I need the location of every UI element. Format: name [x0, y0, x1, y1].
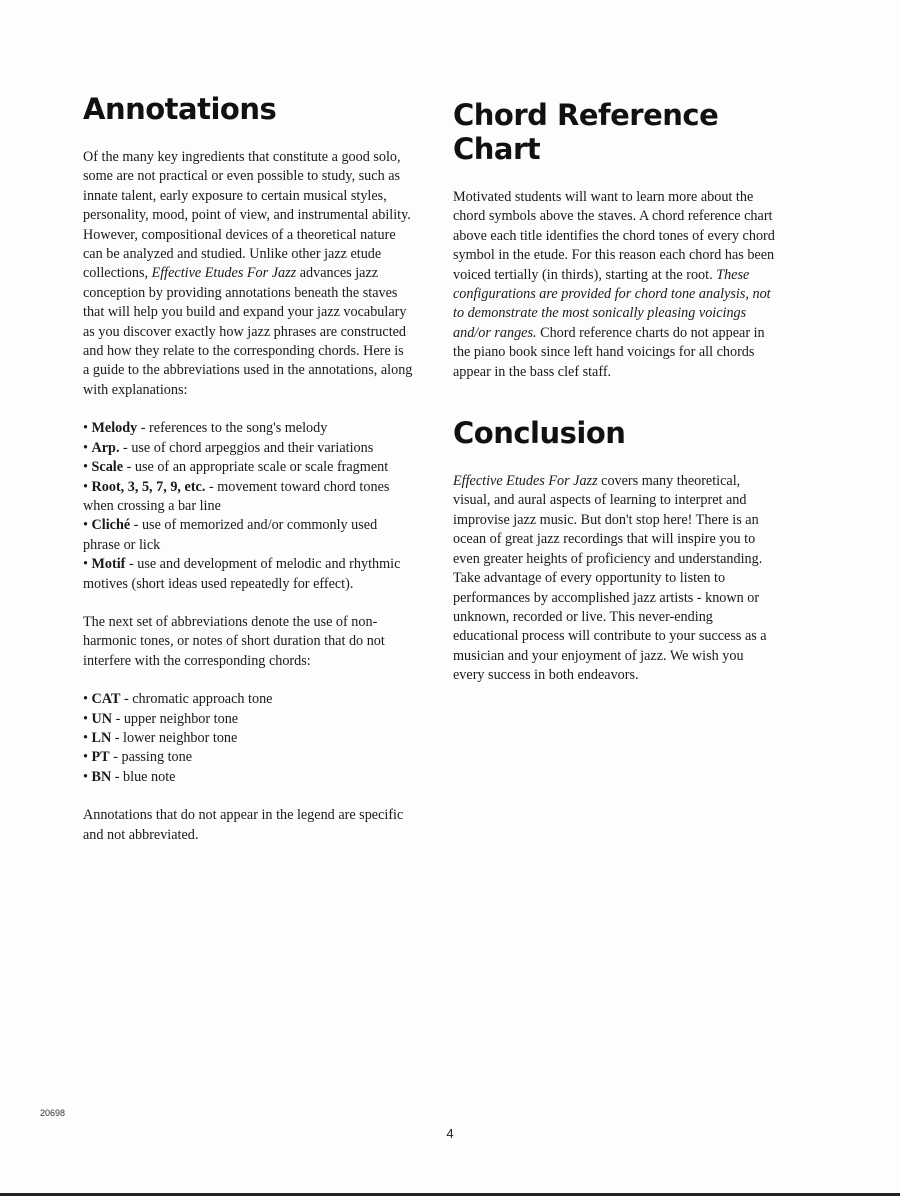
annotations-closing: Annotations that do not appear in the legend are specific and not abbreviated.: [83, 807, 404, 843]
list-item: • Melody - references to the song's melody: [83, 420, 328, 437]
conclusion-body: Effective Etudes For Jazz covers many theoretical, visual, and aural aspects of learning to interpret and improvise jazz music. But don't stop here! There is an ocean of great jazz recordings that will inspire you to even greater heights of proficiency and understanding. Take advantage of every opportunity to listen to performances by accomplished jazz artists - known or unknown, recorded or live. This never-ending educational process will contribute to your success as a musician and your enjoyment of jazz. We wish you every success in both endeavors.: [453, 473, 767, 684]
list-item: • UN - upper neighbor tone: [83, 710, 239, 727]
list-item: • Scale - use of an appropriate scale or scale fragment: [83, 459, 389, 476]
list-item: • PT - passing tone: [83, 749, 193, 766]
annotations-intro: Of the many key ingredients that constitute a good solo, some are not practical or even possible to study, such as innate talent, early exposure to certain musical styles, personality, mood, point of view, and instrumental ability. However, compositional devices of a theoretical nature can be analyzed and studied. Unlike other jazz etude collections, Effective Etudes For Jazz advances jazz conception by providing annotations beneath the staves that will help you build and expand your jazz vocabulary as you discover exactly how jazz phrases are constructed and how they relate to the corresponding chords. Here is a guide to the abbreviations used in the annotations, along with explanations:: [83, 149, 413, 398]
list-item: • CAT - chromatic approach tone: [83, 691, 273, 708]
abbreviation-list: [83, 419, 413, 594]
list-item: • Motif - use and development of melodic and rhythmic motives (short ideas used repeatedly for effect).: [83, 556, 401, 592]
catalog-code: 20698: [40, 1108, 66, 1118]
nonharmonic-list: [83, 690, 413, 787]
list-item: • LN - lower neighbor tone: [83, 729, 238, 746]
left-column: [83, 92, 413, 864]
list-item: • Cliché - use of memorized and/or commonly used phrase or lick: [83, 517, 378, 553]
chord-chart-body: Motivated students will want to learn more about the chord symbols above the staves. A chord reference chart above each title identifies the chord tones of every chord symbol in the etude. For this reason each chord has been voiced tertially (in thirds), starting at the root. These configurations are provided for chord tone analysis, not to demonstrate the most sonically pleasing voicings and/or ranges. Chord reference charts do not appear in the piano book since left hand voicings for all chords appear in the bass clef staff.: [453, 189, 775, 380]
annotations-heading: Annotations: [83, 92, 277, 126]
conclusion-heading: Conclusion: [453, 416, 626, 451]
right-column: [453, 92, 778, 720]
chord-chart-heading: Chord Reference Chart: [453, 98, 719, 166]
nonharmonic-intro: The next set of abbreviations denote the use of non-harmonic tones, or notes of short duration that do not interfere with the corresponding chords:: [83, 613, 385, 669]
page-number: 4: [446, 1126, 454, 1141]
list-item: • Arp. - use of chord arpeggios and their variations: [83, 439, 374, 456]
list-item: • BN - blue note: [83, 768, 176, 785]
list-item: • Root, 3, 5, 7, 9, etc. - movement toward chord tones when crossing a bar line: [83, 478, 390, 514]
